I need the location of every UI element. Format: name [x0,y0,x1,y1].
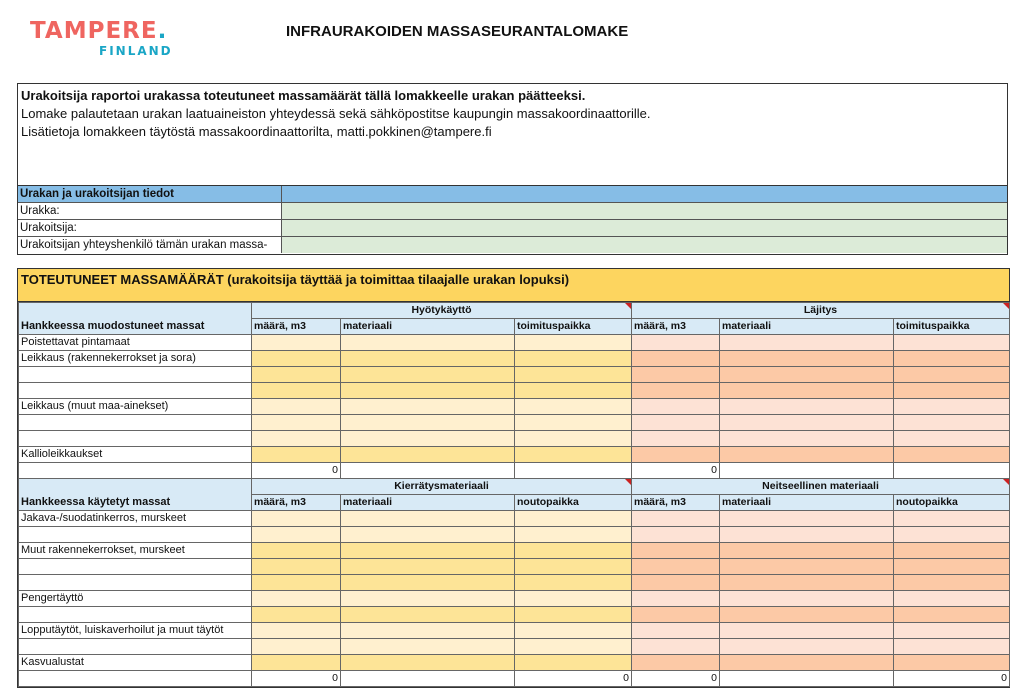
maara-input[interactable] [252,591,341,607]
maara-input[interactable] [632,639,720,655]
contract-info-header [18,185,1007,202]
maara-input[interactable] [252,399,341,415]
row-label [19,639,252,655]
paikka-input[interactable] [894,575,1010,591]
paikka-input[interactable] [894,415,1010,431]
col-header: määrä, m3 [252,495,341,511]
materiaali-input[interactable] [341,527,515,543]
maara-input[interactable] [252,575,341,591]
maara-input[interactable] [252,383,341,399]
table-row [19,607,1010,623]
logo-brand: TAMPERE [30,18,158,44]
paikka-input[interactable] [515,527,632,543]
materiaali-input[interactable] [720,559,894,575]
materiaali-input[interactable] [341,639,515,655]
materiaali-input[interactable] [720,383,894,399]
paikka-input[interactable] [515,415,632,431]
materiaali-input[interactable] [720,367,894,383]
paikka-input[interactable] [515,399,632,415]
paikka-input[interactable] [894,559,1010,575]
maara-input[interactable] [632,383,720,399]
row-header: Hankkeessa muodostuneet massat [19,303,252,335]
materiaali-input[interactable] [720,575,894,591]
col-header: materiaali [720,319,894,335]
total-label [19,671,252,687]
row-label: Leikkaus (rakennekerrokset ja sora) [19,351,252,367]
paikka-input[interactable] [894,623,1010,639]
maara-input[interactable] [632,447,720,463]
col-header: määrä, m3 [632,495,720,511]
maara-input[interactable] [252,527,341,543]
paikka-input[interactable] [894,655,1010,671]
maara-input[interactable] [252,335,341,351]
table-row [19,367,1010,383]
materiaali-input[interactable] [720,431,894,447]
materiaali-input[interactable] [341,431,515,447]
maara-input[interactable] [252,431,341,447]
maara-input[interactable] [632,543,720,559]
maara-input[interactable] [632,623,720,639]
paikka-input[interactable] [515,559,632,575]
materiaali-input[interactable] [341,399,515,415]
paikka-input[interactable] [894,543,1010,559]
table-row [19,639,1010,655]
maara-input[interactable] [632,607,720,623]
row-label: Muut rakennekerrokset, murskeet [19,543,252,559]
paikka-input[interactable] [515,351,632,367]
row-label [19,559,252,575]
paikka-input[interactable] [894,399,1010,415]
maara-input[interactable] [632,399,720,415]
group-hyotykaytto: Hyötykäyttö [252,303,632,319]
col-header: noutopaikka [515,495,632,511]
col-header: toimituspaikka [894,319,1010,335]
paikka-input[interactable] [515,543,632,559]
paikka-input[interactable] [515,335,632,351]
paikka-input[interactable] [894,607,1010,623]
maara-input[interactable] [252,367,341,383]
logo-dot: . [157,18,168,44]
materiaali-input[interactable] [341,383,515,399]
urakka-input[interactable] [282,203,1007,219]
maara-input[interactable] [252,655,341,671]
table-row [19,591,1010,607]
materiaali-input[interactable] [720,351,894,367]
maara-input[interactable] [632,335,720,351]
materiaali-input[interactable] [720,511,894,527]
materiaali-input[interactable] [720,591,894,607]
col-header: määrä, m3 [252,319,341,335]
tampere-logo [30,18,173,58]
table1-group-row [19,303,1010,319]
row-label: Leikkaus (muut maa-ainekset) [19,399,252,415]
info-box [17,83,1008,255]
paikka-input[interactable] [894,431,1010,447]
total-kierratys-nouto: 0 [515,671,632,687]
empty-cell [341,671,515,687]
materiaali-input[interactable] [341,559,515,575]
paikka-input[interactable] [515,591,632,607]
paikka-input[interactable] [515,431,632,447]
maara-input[interactable] [632,415,720,431]
empty-cell [720,463,894,479]
materiaali-input[interactable] [720,447,894,463]
paikka-input[interactable] [894,447,1010,463]
paikka-input[interactable] [515,383,632,399]
group-kierratys: Kierrätysmateriaali [252,479,632,495]
col-header: materiaali [341,495,515,511]
maara-input[interactable] [252,623,341,639]
empty-cell [515,463,632,479]
maara-input[interactable] [632,655,720,671]
materiaali-input[interactable] [720,623,894,639]
empty-cell [720,671,894,687]
mass-banner: TOTEUTUNEET MASSAMÄÄRÄT (urakoitsija täyttää ja toimittaa tilaajalle urakan lopuksi) [18,269,1009,302]
contract-info-grid [18,185,1007,253]
materiaali-input[interactable] [720,415,894,431]
row-label: Kallioleikkaukset [19,447,252,463]
paikka-input[interactable] [894,639,1010,655]
contact-input[interactable] [282,237,1007,253]
maara-input[interactable] [252,447,341,463]
materiaali-input[interactable] [341,543,515,559]
table-row [19,383,1010,399]
field-contact [18,236,1007,253]
empty-cell [894,463,1010,479]
paikka-input[interactable] [894,511,1010,527]
maara-input[interactable] [632,527,720,543]
paikka-input[interactable] [515,623,632,639]
table-row [19,511,1010,527]
table-row [19,623,1010,639]
urakoitsija-input[interactable] [282,220,1007,236]
materiaali-input[interactable] [720,655,894,671]
table-row [19,399,1010,415]
materiaali-input[interactable] [341,447,515,463]
page-title: INFRAURAKOIDEN MASSASEURANTALOMAKE [286,23,629,40]
total-kierratys-maara: 0 [252,671,341,687]
section-title: Urakan ja urakoitsijan tiedot [18,186,282,202]
info-line-1: Urakoitsija raportoi urakassa toteutuneet massamäärät tällä lomakkeelle urakan päätteeksi. [21,88,586,103]
materiaali-input[interactable] [341,415,515,431]
row-label: Jakava-/suodatinkerros, murskeet [19,511,252,527]
materiaali-input[interactable] [341,623,515,639]
table1-body [19,335,1010,463]
table-row [19,415,1010,431]
paikka-input[interactable] [515,367,632,383]
paikka-input[interactable] [515,511,632,527]
materiaali-input[interactable] [341,591,515,607]
total-neitseellinen-maara: 0 [632,671,720,687]
materiaali-input[interactable] [720,527,894,543]
maara-input[interactable] [632,559,720,575]
table2-total-row [19,671,1010,687]
paikka-input[interactable] [515,607,632,623]
maara-input[interactable] [632,591,720,607]
field-urakka [18,202,1007,219]
row-label: Kasvualustat [19,655,252,671]
mass-table [18,302,1010,687]
table-row [19,559,1010,575]
row-label [19,367,252,383]
total-hyoty-maara: 0 [252,463,341,479]
table-row [19,351,1010,367]
row-label: Pengertäyttö [19,591,252,607]
paikka-input[interactable] [515,655,632,671]
col-header: materiaali [720,495,894,511]
maara-input[interactable] [252,543,341,559]
table-row [19,431,1010,447]
field-urakoitsija [18,219,1007,236]
field-label: Urakka: [18,203,282,219]
row-label [19,383,252,399]
materiaali-input[interactable] [341,607,515,623]
col-header: materiaali [341,319,515,335]
materiaali-input[interactable] [341,367,515,383]
row-label [19,527,252,543]
header-fill [282,186,1007,202]
table2-group-row [19,479,1010,495]
table-row [19,655,1010,671]
materiaali-input[interactable] [720,639,894,655]
maara-input[interactable] [252,511,341,527]
paikka-input[interactable] [894,335,1010,351]
maara-input[interactable] [632,511,720,527]
field-label: Urakoitsija: [18,220,282,236]
maara-input[interactable] [252,351,341,367]
row-label [19,431,252,447]
paikka-input[interactable] [894,383,1010,399]
col-header: määrä, m3 [632,319,720,335]
maara-input[interactable] [632,367,720,383]
maara-input[interactable] [252,559,341,575]
materiaali-input[interactable] [720,399,894,415]
empty-cell [341,463,515,479]
col-header: toimituspaikka [515,319,632,335]
materiaali-input[interactable] [341,511,515,527]
table-row [19,575,1010,591]
row-label [19,607,252,623]
materiaali-input[interactable] [341,351,515,367]
paikka-input[interactable] [894,367,1010,383]
materiaali-input[interactable] [720,607,894,623]
maara-input[interactable] [632,351,720,367]
paikka-input[interactable] [515,447,632,463]
table-row [19,543,1010,559]
materiaali-input[interactable] [341,575,515,591]
total-label [19,463,252,479]
row-label: Poistettavat pintamaat [19,335,252,351]
table-row [19,527,1010,543]
info-line-3: Lisätietoja lomakkeen täytöstä massakoordinaattorilta, matti.pokkinen@tampere.fi [21,124,492,139]
paikka-input[interactable] [894,351,1010,367]
row-label [19,415,252,431]
logo-sub: FINLAND [99,44,173,58]
row-header: Hankkeessa käytetyt massat [19,479,252,511]
materiaali-input[interactable] [341,655,515,671]
paikka-input[interactable] [515,639,632,655]
maara-input[interactable] [252,639,341,655]
materiaali-input[interactable] [720,335,894,351]
paikka-input[interactable] [515,575,632,591]
paikka-input[interactable] [894,527,1010,543]
info-line-2: Lomake palautetaan urakan laatuaineiston yhteydessä sekä sähköpostitse kaupungin massakoordinaattorille. [21,106,651,121]
maara-input[interactable] [252,415,341,431]
mass-section [17,268,1010,688]
maara-input[interactable] [632,431,720,447]
maara-input[interactable] [252,607,341,623]
maara-input[interactable] [632,575,720,591]
total-lajitys-maara: 0 [632,463,720,479]
materiaali-input[interactable] [720,543,894,559]
row-label [19,575,252,591]
row-label: Lopputäytöt, luiskaverhoilut ja muut täytöt [19,623,252,639]
table2-body [19,511,1010,671]
field-label: Urakoitsijan yhteyshenkilö tämän urakan massa- [18,237,282,253]
table-row [19,447,1010,463]
paikka-input[interactable] [894,591,1010,607]
col-header: noutopaikka [894,495,1010,511]
table-row [19,335,1010,351]
table1-total-row [19,463,1010,479]
total-neitseellinen-nouto: 0 [894,671,1010,687]
materiaali-input[interactable] [341,335,515,351]
group-lajitys: Läjitys [632,303,1010,319]
group-neitseellinen: Neitseellinen materiaali [632,479,1010,495]
